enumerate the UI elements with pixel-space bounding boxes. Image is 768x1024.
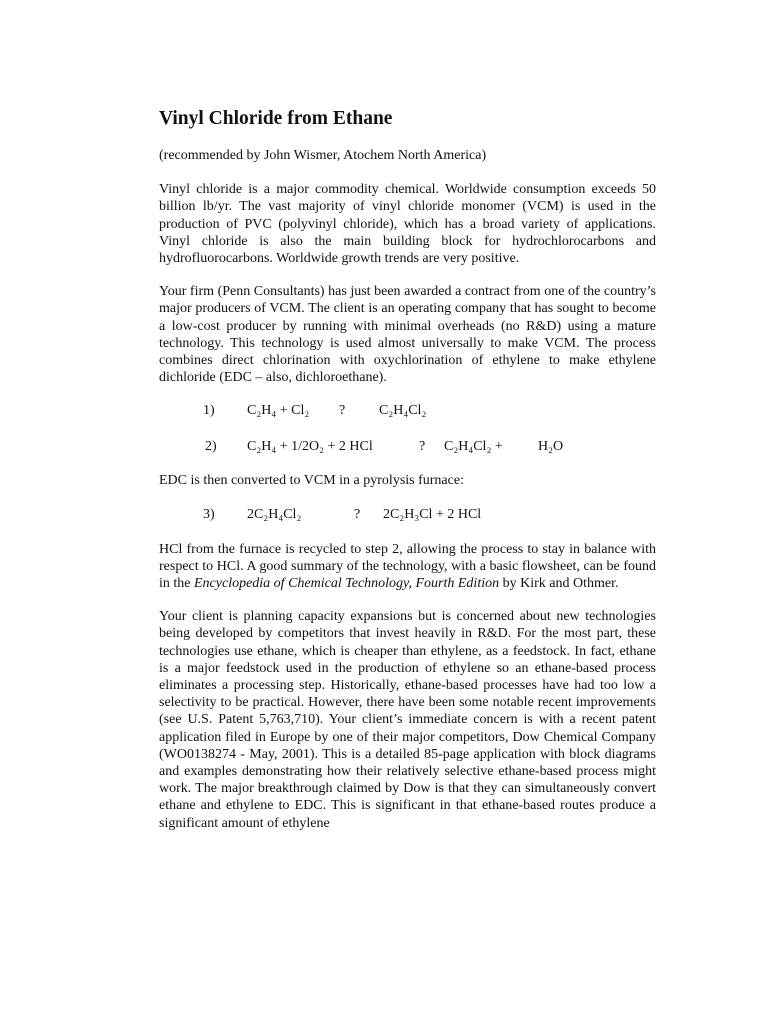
equation-3-arrow: ?: [354, 506, 361, 522]
equation-1-arrow: ?: [339, 403, 346, 419]
intro-paragraph: Vinyl chloride is a major commodity chemical. Worldwide consumption exceeds 50 billion lb/yr. The vast majority of vinyl chloride monomer (VCM) is used in the production of PVC (polyvinyl chloride), which has a broad variety of applications. Vinyl chloride is also the main building block for hydrochlorocarbons and hydrofluorocarbons. Worldwide growth trends are very positive.: [159, 182, 656, 267]
equation-2-water: H₂O: [538, 439, 564, 455]
equation-3-products: 2C₂H₃Cl + 2 HCl: [383, 506, 482, 522]
equation-2-number: 2): [205, 439, 217, 455]
equation-1-reactants: C₂H₄ + Cl₂: [247, 403, 310, 419]
equation-3-number: 3): [203, 506, 215, 522]
page-title: Vinyl Chloride from Ethane: [159, 108, 393, 129]
equation-1-products: C₂H₄Cl₂: [379, 403, 427, 419]
equation-2: [159, 438, 656, 455]
summary-text-end: by Kirk and Othmer.: [499, 576, 619, 592]
equation-2-reactants: C₂H₄ + 1/2O₂ + 2 HCl: [247, 439, 373, 455]
expansion-paragraph: Your client is planning capacity expansions but is concerned about new technologies being developed by competitors that invest heavily in R&D. For the most part, these technologies use ethane, which is cheaper than ethylene, as a feedstock. In fact, ethane is a major feedstock used in the production of ethylene so an ethane-based process eliminates a processing step. Historically, ethane-based processes have had too low a selectivity to be practical. However, there have been some notable recent improvements (see U.S. Patent 5,763,710). Your client’s immediate concern is with a recent patent application filed in Europe by one of their major competitors, Dow Chemical Company (WO0138274 - May, 2001). This is a detailed 85-page application with block diagrams and examples demonstrating how their relatively selective ethane-based process might work. The major breakthrough claimed by Dow is that they can simultaneously convert ethane and ethylene to EDC. This is significant in that ethane-based routes produce a significant amount of ethylene: [159, 609, 656, 831]
client-paragraph: Your firm (Penn Consultants) has just been awarded a contract from one of the country’s major producers of VCM. The client is an operating company that has sought to become a low-cost producer by running with minimal overheads (no R&D) using a mature technology. This technology is used almost universally to make VCM. The process combines direct chlorination with oxychlorination of ethylene to make ethylene dichloride (EDC – also, dichloroethane).: [159, 284, 656, 386]
equation-1: [159, 402, 656, 419]
equation-2-products: C₂H₄Cl₂ +: [444, 439, 503, 455]
encyclopedia-title: Encyclopedia of Chemical Technology, Fourth Edition: [194, 576, 500, 592]
pyrolysis-paragraph: EDC is then converted to VCM in a pyrolysis furnace:: [159, 473, 464, 489]
summary-text-start: HCl from the furnace is recycled to step 2, allowing the process to stay in balance with respect to HCl. A good summary of the technology, with a basic flowsheet, can be found in the: [159, 541, 656, 592]
equation-3: [159, 506, 656, 523]
equation-1-number: 1): [203, 403, 215, 419]
summary-paragraph: [159, 541, 656, 593]
equation-3-reactants: 2C₂H₄Cl₂: [247, 506, 302, 522]
recommendation-line: (recommended by John Wismer, Atochem North America): [159, 148, 487, 163]
document-page: [159, 106, 656, 848]
equation-2-arrow: ?: [419, 439, 426, 455]
